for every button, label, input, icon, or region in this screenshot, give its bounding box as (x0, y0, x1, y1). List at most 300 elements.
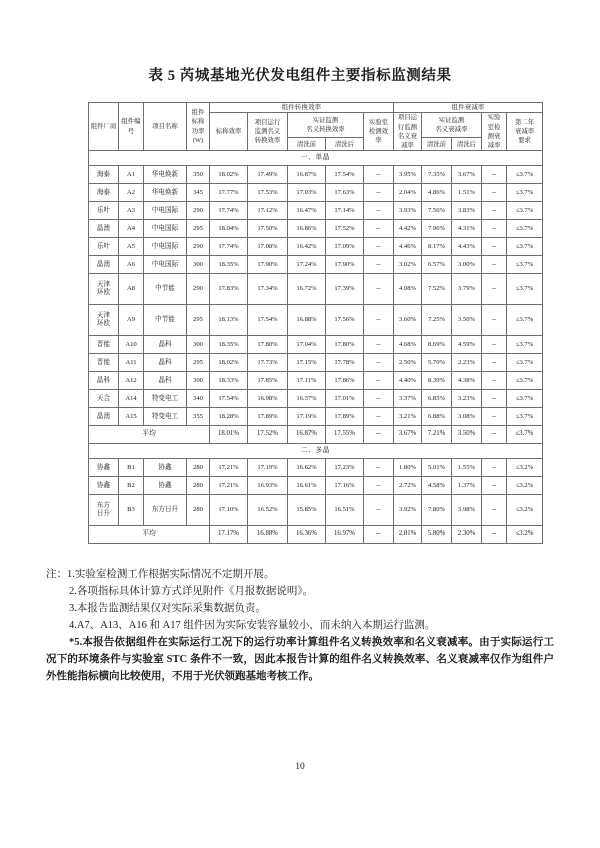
cell-average-demo-conv-before-wash: 16.87% (288, 426, 326, 444)
cell-average-demo-degr-after-wash: 3.50% (452, 426, 482, 444)
header-module-id: 组件编号 (119, 103, 144, 151)
cell-project-name: 特变电工 (144, 408, 187, 426)
cell-rated-efficiency: 17.21% (210, 477, 248, 495)
cell-project-degradation: 4.68% (394, 336, 422, 354)
table-row (89, 305, 543, 336)
cell-average-year2-requirement: ≤3.7% (507, 426, 543, 444)
cell-demo-conv-before-wash: 16.37% (288, 390, 326, 408)
table-header (89, 103, 543, 151)
cell-project-name: 协鑫 (144, 459, 187, 477)
cell-demo-conv-after-wash: 17.52% (326, 220, 364, 238)
cell-project-degradation: 3.02% (394, 256, 422, 274)
cell-year2-requirement: ≤3.7% (507, 354, 543, 372)
cell-project-name: 晶科 (144, 354, 187, 372)
table-row (89, 459, 543, 477)
cell-rated-power: 280 (187, 495, 210, 526)
cell-demo-conv-after-wash: 17.01% (326, 390, 364, 408)
cell-demo-degr-before-wash: 7.56% (422, 202, 452, 220)
header-rated-efficiency: 标称效率 (210, 113, 248, 151)
cell-demo-degr-before-wash: 7.25% (422, 305, 452, 336)
cell-rated-power: 295 (187, 305, 210, 336)
cell-demo-conv-before-wash: 15.85% (288, 495, 326, 526)
cell-rated-efficiency: 17.54% (210, 390, 248, 408)
cell-lab-efficiency: -- (364, 184, 394, 202)
cell-project-degradation: 4.42% (394, 220, 422, 238)
cell-project-conversion-efficiency: 17.54% (248, 305, 288, 336)
table-row (89, 202, 543, 220)
cell-module-id: A6 (119, 256, 144, 274)
cell-module-id: A8 (119, 274, 144, 305)
cell-rated-efficiency: 17.74% (210, 238, 248, 256)
header-row-groups (89, 103, 543, 113)
cell-rated-power: 295 (187, 354, 210, 372)
cell-lab-degradation: -- (482, 372, 507, 390)
cell-average-demo-degr-before-wash: 7.21% (422, 426, 452, 444)
cell-demo-conv-after-wash: 17.86% (326, 372, 364, 390)
cell-project-name: 华电焕新 (144, 184, 187, 202)
header-rated-power: 组件 标称 功率 (W) (187, 103, 210, 151)
cell-lab-degradation: -- (482, 305, 507, 336)
header-group-degradation-rate: 组件衰减率 (394, 103, 543, 113)
cell-demo-degr-after-wash: 4.38% (452, 372, 482, 390)
header-degr-after-wash: 清洗后 (452, 138, 482, 151)
cell-demo-conv-after-wash: 17.63% (326, 184, 364, 202)
cell-year2-requirement: ≤3.7% (507, 408, 543, 426)
cell-demo-degr-before-wash: 6.88% (422, 408, 452, 426)
cell-demo-conv-after-wash: 17.56% (326, 305, 364, 336)
cell-manufacturer: 协鑫 (89, 477, 119, 495)
cell-average-label: 平均 (89, 426, 210, 444)
cell-project-degradation: 3.93% (394, 202, 422, 220)
cell-demo-conv-after-wash: 17.90% (326, 256, 364, 274)
cell-module-id: A9 (119, 305, 144, 336)
section-header-row (89, 151, 543, 166)
cell-demo-conv-before-wash: 16.87% (288, 166, 326, 184)
cell-project-degradation: 4.40% (394, 372, 422, 390)
cell-demo-conv-after-wash: 17.89% (326, 408, 364, 426)
cell-lab-efficiency: -- (364, 238, 394, 256)
cell-project-degradation: 2.50% (394, 354, 422, 372)
cell-lab-degradation: -- (482, 238, 507, 256)
note-line-2: 2.各项指标具体计算方式详见附件《月报数据说明》。 (69, 586, 314, 597)
cell-average-year2-requirement: ≤3.2% (507, 526, 543, 544)
cell-lab-efficiency: -- (364, 256, 394, 274)
cell-lab-efficiency: -- (364, 202, 394, 220)
table-row (89, 408, 543, 426)
cell-average-rated-efficiency: 17.17% (210, 526, 248, 544)
cell-lab-degradation: -- (482, 184, 507, 202)
cell-demo-conv-before-wash: 17.11% (288, 372, 326, 390)
cell-demo-degr-after-wash: 3.23% (452, 390, 482, 408)
cell-lab-degradation: -- (482, 256, 507, 274)
cell-project-degradation: 2.72% (394, 477, 422, 495)
cell-project-name: 中电国际 (144, 238, 187, 256)
cell-manufacturer: 乐叶 (89, 202, 119, 220)
header-demo-degradation: 实证监测 名义衰减率 (422, 113, 482, 138)
cell-lab-efficiency: -- (364, 390, 394, 408)
table-row (89, 390, 543, 408)
cell-manufacturer: 海泰 (89, 184, 119, 202)
cell-demo-conv-after-wash: 17.14% (326, 202, 364, 220)
cell-demo-degr-before-wash: 6.85% (422, 390, 452, 408)
note-line-5 (46, 634, 554, 685)
header-demo-conversion-efficiency: 实证监测 名义转换效率 (288, 113, 364, 138)
cell-module-id: A12 (119, 372, 144, 390)
header-project-degradation: 项目运 行监测 名义衰 减率 (394, 113, 422, 151)
cell-demo-degr-before-wash: 8.39% (422, 372, 452, 390)
cell-demo-degr-after-wash: 3.67% (452, 166, 482, 184)
cell-demo-conv-after-wash: 17.39% (326, 274, 364, 305)
cell-lab-degradation: -- (482, 354, 507, 372)
cell-lab-efficiency: -- (364, 477, 394, 495)
cell-project-conversion-efficiency: 17.19% (248, 459, 288, 477)
table-row (89, 256, 543, 274)
note-5-lead: *5. (69, 637, 83, 648)
header-project-conversion-efficiency: 项目运行 监测名义 转换效率 (248, 113, 288, 151)
cell-module-id: B3 (119, 495, 144, 526)
cell-rated-efficiency: 18.02% (210, 166, 248, 184)
cell-demo-conv-before-wash: 17.04% (288, 336, 326, 354)
cell-module-id: A5 (119, 238, 144, 256)
cell-module-id: A11 (119, 354, 144, 372)
cell-lab-efficiency: -- (364, 220, 394, 238)
notes-block (46, 566, 554, 685)
cell-lab-degradation: -- (482, 390, 507, 408)
notes-label: 注： (46, 569, 67, 580)
header-conv-before-wash: 清洗前 (288, 138, 326, 151)
section-label: 一、单晶 (89, 151, 543, 166)
cell-rated-power: 295 (187, 220, 210, 238)
header-lab-efficiency: 实验室 检测效 率 (364, 113, 394, 151)
cell-rated-power: 290 (187, 238, 210, 256)
cell-average-lab-efficiency: -- (364, 426, 394, 444)
cell-lab-degradation: -- (482, 408, 507, 426)
cell-project-degradation: 3.60% (394, 305, 422, 336)
cell-manufacturer: 晶澳 (89, 408, 119, 426)
cell-rated-power: 345 (187, 184, 210, 202)
cell-demo-conv-before-wash: 17.19% (288, 408, 326, 426)
cell-project-conversion-efficiency: 17.50% (248, 220, 288, 238)
cell-project-name: 中电国际 (144, 202, 187, 220)
cell-lab-degradation: -- (482, 336, 507, 354)
header-group-conversion-efficiency: 组件转换效率 (210, 103, 394, 113)
cell-rated-efficiency: 17.10% (210, 495, 248, 526)
cell-lab-efficiency: -- (364, 495, 394, 526)
cell-demo-degr-after-wash: 4.59% (452, 336, 482, 354)
cell-demo-degr-before-wash: 4.58% (422, 477, 452, 495)
note-5-text: 本报告依据组件在实际运行工况下的运行功率计算组件名义转换效率和名义衰减率。由于实际运行工况下的环境条件与实验室 STC 条件不一致，因此本报告计算的组件名义转换效率、名义衰减率仅作为组件户外性能指标横向比较使用，不用于光伏领跑基地考核工作。 (46, 637, 554, 682)
cell-project-conversion-efficiency: 16.52% (248, 495, 288, 526)
cell-rated-power: 280 (187, 477, 210, 495)
cell-demo-conv-after-wash: 17.16% (326, 477, 364, 495)
cell-manufacturer: 晋能 (89, 336, 119, 354)
average-row (89, 526, 543, 544)
cell-project-name: 协鑫 (144, 477, 187, 495)
cell-average-lab-degradation: -- (482, 526, 507, 544)
cell-demo-degr-before-wash: 7.80% (422, 495, 452, 526)
cell-average-project-conversion-efficiency: 17.52% (248, 426, 288, 444)
cell-lab-degradation: -- (482, 220, 507, 238)
cell-project-degradation: 3.92% (394, 495, 422, 526)
cell-demo-conv-after-wash: 16.51% (326, 495, 364, 526)
cell-rated-efficiency: 18.02% (210, 354, 248, 372)
cell-demo-degr-after-wash: 3.98% (452, 495, 482, 526)
cell-rated-power: 340 (187, 390, 210, 408)
cell-project-conversion-efficiency: 16.93% (248, 477, 288, 495)
cell-demo-degr-before-wash: 7.35% (422, 166, 452, 184)
page-number: 10 (295, 762, 305, 772)
cell-lab-degradation: -- (482, 202, 507, 220)
cell-rated-power: 300 (187, 372, 210, 390)
cell-average-demo-conv-after-wash: 17.55% (326, 426, 364, 444)
cell-project-conversion-efficiency: 17.53% (248, 184, 288, 202)
cell-manufacturer: 晶澳 (89, 256, 119, 274)
cell-demo-degr-after-wash: 3.83% (452, 202, 482, 220)
cell-rated-power: 300 (187, 256, 210, 274)
cell-year2-requirement: ≤3.7% (507, 390, 543, 408)
cell-lab-degradation: -- (482, 274, 507, 305)
cell-module-id: A2 (119, 184, 144, 202)
cell-demo-conv-before-wash: 16.62% (288, 459, 326, 477)
cell-project-conversion-efficiency: 17.89% (248, 408, 288, 426)
header-manufacturer: 组件厂商 (89, 103, 119, 151)
cell-lab-efficiency: -- (364, 372, 394, 390)
cell-project-conversion-efficiency: 16.98% (248, 390, 288, 408)
cell-demo-degr-before-wash: 5.01% (422, 459, 452, 477)
cell-manufacturer: 天合 (89, 390, 119, 408)
cell-demo-degr-after-wash: 3.79% (452, 274, 482, 305)
cell-project-degradation: 4.08% (394, 274, 422, 305)
cell-lab-degradation: -- (482, 495, 507, 526)
header-degr-before-wash: 清洗前 (422, 138, 452, 151)
cell-project-conversion-efficiency: 17.85% (248, 372, 288, 390)
cell-lab-efficiency: -- (364, 166, 394, 184)
cell-average-demo-degr-after-wash: 2.30% (452, 526, 482, 544)
cell-demo-conv-before-wash: 16.72% (288, 274, 326, 305)
header-project-name: 项目名称 (144, 103, 187, 151)
cell-year2-requirement: ≤3.7% (507, 202, 543, 220)
cell-demo-conv-before-wash: 17.15% (288, 354, 326, 372)
cell-project-name: 中电国际 (144, 220, 187, 238)
cell-rated-efficiency: 17.21% (210, 459, 248, 477)
table-row (89, 372, 543, 390)
cell-demo-conv-after-wash: 17.80% (326, 336, 364, 354)
cell-project-name: 东方日升 (144, 495, 187, 526)
cell-rated-efficiency: 18.33% (210, 372, 248, 390)
cell-project-degradation: 4.46% (394, 238, 422, 256)
cell-rated-efficiency: 17.83% (210, 274, 248, 305)
cell-rated-efficiency: 18.35% (210, 336, 248, 354)
cell-rated-efficiency: 18.35% (210, 256, 248, 274)
cell-project-name: 中节能 (144, 305, 187, 336)
cell-project-name: 中节能 (144, 274, 187, 305)
table-row (89, 354, 543, 372)
cell-demo-conv-after-wash: 17.54% (326, 166, 364, 184)
cell-project-conversion-efficiency: 17.12% (248, 202, 288, 220)
cell-demo-degr-after-wash: 1.51% (452, 184, 482, 202)
cell-demo-degr-before-wash: 5.70% (422, 354, 452, 372)
cell-average-project-degradation: 2.81% (394, 526, 422, 544)
cell-module-id: B2 (119, 477, 144, 495)
cell-module-id: A4 (119, 220, 144, 238)
cell-average-demo-degr-before-wash: 5.80% (422, 526, 452, 544)
cell-module-id: A10 (119, 336, 144, 354)
cell-rated-power: 350 (187, 166, 210, 184)
cell-demo-degr-after-wash: 3.50% (452, 305, 482, 336)
cell-year2-requirement: ≤3.2% (507, 495, 543, 526)
cell-project-name: 特变电工 (144, 390, 187, 408)
cell-demo-conv-before-wash: 17.24% (288, 256, 326, 274)
cell-lab-degradation: -- (482, 459, 507, 477)
table-body (89, 151, 543, 544)
cell-year2-requirement: ≤3.2% (507, 459, 543, 477)
cell-demo-conv-before-wash: 16.47% (288, 202, 326, 220)
cell-demo-degr-before-wash: 8.17% (422, 238, 452, 256)
cell-project-conversion-efficiency: 17.73% (248, 354, 288, 372)
section-label: 二、多晶 (89, 444, 543, 459)
cell-average-lab-efficiency: -- (364, 526, 394, 544)
cell-demo-conv-before-wash: 16.61% (288, 477, 326, 495)
cell-rated-efficiency: 17.77% (210, 184, 248, 202)
cell-year2-requirement: ≤3.7% (507, 184, 543, 202)
cell-module-id: B1 (119, 459, 144, 477)
cell-demo-degr-after-wash: 1.55% (452, 459, 482, 477)
cell-demo-conv-after-wash: 17.09% (326, 238, 364, 256)
cell-rated-power: 300 (187, 336, 210, 354)
cell-manufacturer: 晶澳 (89, 220, 119, 238)
cell-manufacturer: 天津 环欧 (89, 274, 119, 305)
cell-lab-efficiency: -- (364, 274, 394, 305)
cell-average-project-degradation: 3.67% (394, 426, 422, 444)
cell-year2-requirement: ≤3.7% (507, 305, 543, 336)
header-year2-requirement: 第二年 衰减率 要求 (507, 113, 543, 151)
cell-rated-power: 290 (187, 274, 210, 305)
cell-manufacturer: 协鑫 (89, 459, 119, 477)
cell-rated-efficiency: 18.04% (210, 220, 248, 238)
cell-demo-conv-before-wash: 16.42% (288, 238, 326, 256)
cell-year2-requirement: ≤3.7% (507, 274, 543, 305)
cell-project-conversion-efficiency: 17.49% (248, 166, 288, 184)
cell-lab-efficiency: -- (364, 336, 394, 354)
table-row (89, 220, 543, 238)
page-title: 表 5 芮城基地光伏发电组件主要指标监测结果 (148, 68, 452, 84)
cell-project-name: 中电国际 (144, 256, 187, 274)
cell-project-conversion-efficiency: 17.90% (248, 256, 288, 274)
cell-demo-degr-before-wash: 6.57% (422, 256, 452, 274)
cell-demo-degr-before-wash: 4.86% (422, 184, 452, 202)
cell-average-demo-conv-before-wash: 16.36% (288, 526, 326, 544)
header-conv-after-wash: 清洗后 (326, 138, 364, 151)
note-line-1 (46, 566, 554, 583)
cell-project-name: 华电焕新 (144, 166, 187, 184)
cell-manufacturer: 晋能 (89, 354, 119, 372)
cell-rated-efficiency: 18.28% (210, 408, 248, 426)
cell-year2-requirement: ≤3.7% (507, 220, 543, 238)
average-row (89, 426, 543, 444)
cell-year2-requirement: ≤3.7% (507, 238, 543, 256)
cell-module-id: A15 (119, 408, 144, 426)
cell-project-degradation: 2.04% (394, 184, 422, 202)
cell-demo-conv-before-wash: 17.03% (288, 184, 326, 202)
section-header-row (89, 444, 543, 459)
table-row (89, 477, 543, 495)
cell-manufacturer: 海泰 (89, 166, 119, 184)
cell-lab-efficiency: -- (364, 408, 394, 426)
cell-module-id: A3 (119, 202, 144, 220)
cell-module-id: A14 (119, 390, 144, 408)
cell-lab-degradation: -- (482, 166, 507, 184)
table-row (89, 166, 543, 184)
cell-demo-degr-after-wash: 4.31% (452, 220, 482, 238)
cell-rated-power: 290 (187, 202, 210, 220)
cell-project-conversion-efficiency: 17.80% (248, 336, 288, 354)
cell-average-project-conversion-efficiency: 16.88% (248, 526, 288, 544)
cell-project-degradation: 3.21% (394, 408, 422, 426)
cell-project-degradation: 3.37% (394, 390, 422, 408)
cell-demo-conv-after-wash: 17.78% (326, 354, 364, 372)
cell-manufacturer: 东方 日升 (89, 495, 119, 526)
cell-rated-efficiency: 17.74% (210, 202, 248, 220)
cell-rated-power: 280 (187, 459, 210, 477)
cell-average-rated-efficiency: 18.01% (210, 426, 248, 444)
cell-year2-requirement: ≤3.2% (507, 477, 543, 495)
cell-demo-degr-after-wash: 4.43% (452, 238, 482, 256)
table-row (89, 184, 543, 202)
cell-demo-conv-before-wash: 16.88% (288, 305, 326, 336)
cell-manufacturer: 天津 环欧 (89, 305, 119, 336)
cell-lab-efficiency: -- (364, 305, 394, 336)
header-lab-degradation: 实验 室检 测衰 减率 (482, 113, 507, 151)
table-row (89, 495, 543, 526)
note-line-4: 4.A7、A13、A16 和 A17 组件因为实际安装容量较小，而未纳入本期运行监测。 (69, 620, 436, 631)
cell-project-degradation: 1.80% (394, 459, 422, 477)
cell-project-name: 晶科 (144, 372, 187, 390)
cell-project-conversion-efficiency: 17.34% (248, 274, 288, 305)
cell-average-lab-degradation: -- (482, 426, 507, 444)
cell-demo-conv-after-wash: 17.23% (326, 459, 364, 477)
cell-module-id: A1 (119, 166, 144, 184)
table-row (89, 336, 543, 354)
cell-year2-requirement: ≤3.7% (507, 166, 543, 184)
cell-year2-requirement: ≤3.7% (507, 256, 543, 274)
cell-rated-power: 355 (187, 408, 210, 426)
table-row (89, 238, 543, 256)
cell-lab-efficiency: -- (364, 459, 394, 477)
monitoring-results-table (88, 102, 543, 544)
cell-average-label: 平均 (89, 526, 210, 544)
cell-lab-efficiency: -- (364, 354, 394, 372)
cell-demo-degr-before-wash: 7.52% (422, 274, 452, 305)
cell-demo-conv-before-wash: 16.86% (288, 220, 326, 238)
cell-manufacturer: 乐叶 (89, 238, 119, 256)
cell-project-conversion-efficiency: 17.08% (248, 238, 288, 256)
cell-demo-degr-after-wash: 3.08% (452, 408, 482, 426)
cell-year2-requirement: ≤3.7% (507, 372, 543, 390)
cell-year2-requirement: ≤3.7% (507, 336, 543, 354)
cell-project-name: 晶科 (144, 336, 187, 354)
cell-rated-efficiency: 18.13% (210, 305, 248, 336)
cell-average-demo-conv-after-wash: 16.97% (326, 526, 364, 544)
table-row (89, 274, 543, 305)
cell-lab-degradation: -- (482, 477, 507, 495)
cell-demo-degr-before-wash: 7.96% (422, 220, 452, 238)
note-1-text: 1.实验室检测工作根据实际情况不定期开展。 (67, 569, 275, 580)
note-line-3: 3.本报告监测结果仅对实际采集数据负责。 (69, 603, 266, 614)
cell-demo-degr-before-wash: 8.69% (422, 336, 452, 354)
cell-demo-degr-after-wash: 1.37% (452, 477, 482, 495)
cell-project-degradation: 3.95% (394, 166, 422, 184)
monitoring-results-table-wrapper (88, 102, 535, 544)
